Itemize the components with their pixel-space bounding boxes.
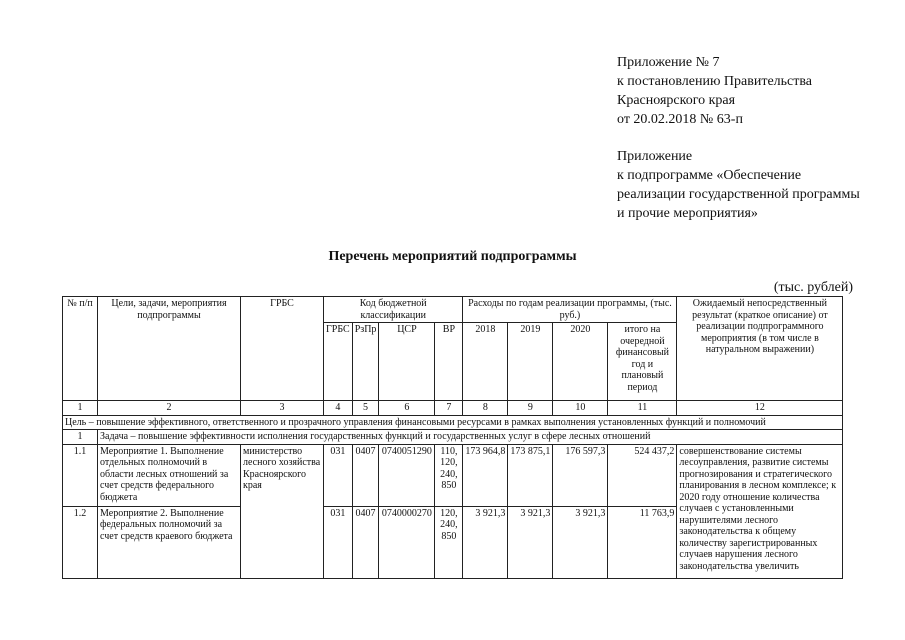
subheader-rzpr: РзПр [352,323,379,401]
row-total: 524 437,2 [608,444,677,506]
row-name: Мероприятие 1. Выполнение отдельных полномочий в области лесных отношений за счет средств федерального бюджета [98,444,241,506]
row-rzpr: 0407 [352,506,379,578]
subheader-csr: ЦСР [379,323,435,401]
page-title: Перечень мероприятий подпрограммы [328,249,577,264]
row-num: 1.1 [63,444,98,506]
header-line: Приложение № 7 [617,55,720,70]
col-number: 6 [379,401,435,416]
subheader-2018: 2018 [463,323,508,401]
task-row: Задача – повышение эффективности исполнения государственных функций и государственных услуг в сфере лесных отношений [98,430,843,445]
header-result: Ожидаемый непосредственный результат (краткое описание) от реализации подпрограммного мероприятия (в том числе в натуральном выражении) [677,297,843,401]
goal-row: Цель – повышение эффективного, ответственного и прозрачного управления финансовыми ресурсами в рамках выполнения установленных функций и полномочий [63,415,843,430]
subprogram-header [617,147,860,223]
header-line: реализации государственной программы [617,187,860,202]
col-number: 9 [508,401,553,416]
col-number: 10 [553,401,608,416]
subheader-2019: 2019 [508,323,553,401]
header-line: Приложение [617,149,693,164]
row-2018: 3 921,3 [463,506,508,578]
header-num: № п/п [63,297,98,401]
row-code: 031 [324,444,353,506]
row-2020: 176 597,3 [553,444,608,506]
activities-table [62,296,843,579]
row-grbs: министерство лесного хозяйства Красноярского края [241,444,324,578]
header-expenses: Расходы по годам реализации программы, (тыс. руб.) [463,297,677,323]
row-code: 031 [324,506,353,578]
col-number: 3 [241,401,324,416]
row-csr: 0740000270 [379,506,435,578]
col-number: 5 [352,401,379,416]
units-label: (тыс. рублей) [773,280,853,295]
row-total: 11 763,9 [608,506,677,578]
col-number: 12 [677,401,843,416]
row-vr: 120, 240, 850 [435,506,463,578]
col-number: 1 [63,401,98,416]
header-grbs: ГРБС [241,297,324,401]
col-number: 7 [435,401,463,416]
col-number: 2 [98,401,241,416]
header-kbk: Код бюджетной классификации [324,297,463,323]
header-line: Красноярского края [617,93,736,108]
header-line: от 20.02.2018 № 63-п [617,112,743,127]
col-number: 4 [324,401,353,416]
row-2018: 173 964,8 [463,444,508,506]
subheader-2020: 2020 [553,323,608,401]
header-line: к подпрограмме «Обеспечение [617,168,802,183]
task-num: 1 [63,430,98,445]
col-number: 11 [608,401,677,416]
subheader-total: итого на очередной финансовый год и плановый период [608,323,677,401]
row-vr: 110, 120, 240, 850 [435,444,463,506]
col-number: 8 [463,401,508,416]
row-2020: 3 921,3 [553,506,608,578]
table-row [63,444,843,506]
header-goals: Цели, задачи, мероприятия подпрограммы [98,297,241,401]
appendix-header [617,53,812,129]
row-csr: 0740051290 [379,444,435,506]
subheader-vr: ВР [435,323,463,401]
row-num: 1.2 [63,506,98,578]
header-line: и прочие мероприятия» [617,206,758,221]
row-2019: 3 921,3 [508,506,553,578]
header-line: к постановлению Правительства [617,74,813,89]
row-rzpr: 0407 [352,444,379,506]
subheader-grbs: ГРБС [324,323,353,401]
row-name: Мероприятие 2. Выполнение федеральных полномочий за счет средств краевого бюджета [98,506,241,578]
row-result: совершенствование системы лесоуправления, развитие системы прогнозирования и стратегического планирования в лесном комплексе; к 2020 году отношение количества случаев с установленными нарушителями лесного законодательства к общему количеству зарегистрированных случаев нарушения лесного законодательства увеличить [677,444,843,578]
row-2019: 173 875,1 [508,444,553,506]
